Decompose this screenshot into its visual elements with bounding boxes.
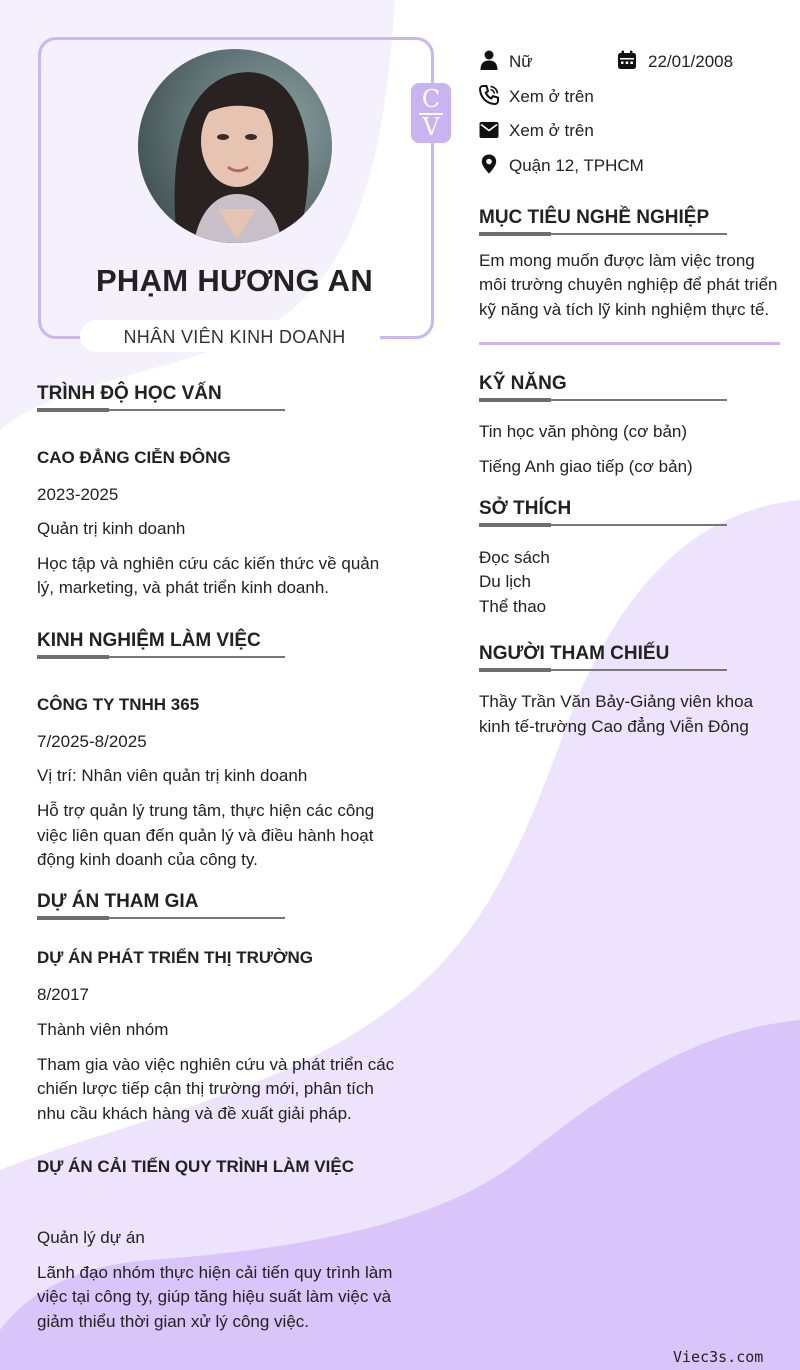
objective-line-2: môi trường chuyên nghiệp để phát triển bbox=[479, 275, 778, 294]
objective-line-3: kỹ năng và tích lỹ kinh nghiệm thực tế. bbox=[479, 300, 770, 319]
section-experience-title: KINH NGHIỆM LÀM VIỆC bbox=[37, 630, 261, 651]
hobby-item: Thể thao bbox=[479, 597, 547, 616]
footer-watermark: Viec3s.com bbox=[673, 1348, 764, 1366]
experience-desc-line-3: động kinh doanh của công ty. bbox=[37, 850, 258, 869]
section-objective-title: MỤC TIÊU NGHỀ NGHIỆP bbox=[479, 207, 710, 228]
divider bbox=[479, 342, 780, 345]
hobby-item: Đọc sách bbox=[479, 548, 550, 567]
phone-icon bbox=[479, 85, 499, 105]
section-references-title: NGƯỜI THAM CHIẾU bbox=[479, 643, 670, 664]
project-period: 8/2017 bbox=[37, 985, 89, 1004]
gender-text: Nữ bbox=[509, 52, 533, 71]
email-text: Xem ở trên bbox=[509, 121, 594, 140]
objective-line-1: Em mong muốn được làm việc trong bbox=[479, 251, 755, 270]
avatar bbox=[138, 49, 332, 243]
section-hobbies-title: SỞ THÍCH bbox=[479, 498, 572, 519]
candidate-name: PHẠM HƯƠNG AN bbox=[95, 263, 374, 298]
education-school: CAO ĐẲNG CIỄN ĐÔNG bbox=[37, 448, 231, 467]
section-education-title: TRÌNH ĐỘ HỌC VẤN bbox=[37, 383, 222, 404]
project-title: DỰ ÁN CẢI TIẾN QUY TRÌNH LÀM VIỆC bbox=[37, 1157, 354, 1176]
project-desc-line: giảm thiểu thời gian xử lý công việc. bbox=[37, 1312, 309, 1331]
candidate-role: NHÂN VIÊN KINH DOANH bbox=[123, 327, 346, 347]
location-icon bbox=[479, 154, 499, 174]
skill-item: Tin học văn phòng (cơ bản) bbox=[479, 422, 688, 441]
education-major: Quản trị kinh doanh bbox=[37, 519, 186, 538]
project-role: Quản lý dự án bbox=[37, 1228, 145, 1247]
project-desc-line: chiến lược tiếp cận thị trường mới, phân tích bbox=[37, 1079, 374, 1098]
section-education-underline bbox=[37, 409, 285, 411]
phone-text: Xem ở trên bbox=[509, 87, 594, 106]
email-icon bbox=[479, 120, 499, 140]
experience-position: Vị trí: Nhân viên quản trị kinh doanh bbox=[37, 766, 308, 785]
project-desc-line: Lãnh đạo nhóm thực hiện cải tiến quy trình làm bbox=[37, 1263, 393, 1282]
experience-desc-line-1: Hỗ trợ quản lý trung tâm, thực hiện các công bbox=[37, 801, 375, 820]
project-desc-line: nhu cầu khách hàng và đề xuất giải pháp. bbox=[37, 1104, 352, 1123]
experience-company: CÔNG TY TNHH 365 bbox=[37, 695, 200, 714]
education-period: 2023-2025 bbox=[37, 485, 119, 504]
reference-line-2: kinh tế-trường Cao đẳng Viễn Đông bbox=[479, 717, 749, 736]
section-experience-underline bbox=[37, 656, 285, 658]
project-desc-line: Tham gia vào việc nghiên cứu và phát triển các bbox=[37, 1055, 395, 1074]
cv-badge-bottom: V bbox=[422, 113, 440, 141]
person-icon bbox=[479, 50, 499, 70]
calendar-icon bbox=[617, 50, 637, 70]
education-desc-line-2: lý, marketing, và phát triển kinh doanh. bbox=[37, 578, 329, 597]
section-objective-underline bbox=[479, 233, 727, 235]
education-desc-line-1: Học tập và nghiên cứu các kiến thức về quản bbox=[37, 554, 380, 573]
cv-badge bbox=[411, 83, 451, 143]
experience-period: 7/2025-8/2025 bbox=[37, 732, 147, 751]
cv-badge-top: C bbox=[421, 85, 441, 113]
section-skills-underline bbox=[479, 399, 727, 401]
skill-item: Tiếng Anh giao tiếp (cơ bản) bbox=[479, 457, 693, 476]
section-references-underline bbox=[479, 669, 727, 671]
project-title: DỰ ÁN PHÁT TRIỂN THỊ TRƯỜNG bbox=[37, 948, 313, 967]
project-role: Thành viên nhóm bbox=[37, 1020, 169, 1039]
project-desc-line: việc tại công ty, giúp tăng hiệu suất làm việc và bbox=[37, 1287, 392, 1306]
section-hobbies-underline bbox=[479, 524, 727, 526]
hobby-item: Du lịch bbox=[479, 572, 531, 591]
section-projects-underline bbox=[37, 917, 285, 919]
experience-desc-line-2: việc liên quan đến quản lý và điều hành hoạt bbox=[37, 826, 374, 845]
address-text: Quận 12, TPHCM bbox=[509, 156, 644, 175]
section-skills-title: KỸ NĂNG bbox=[479, 373, 567, 394]
reference-line-1: Thầy Trần Văn Bảy-Giảng viên khoa bbox=[479, 692, 754, 711]
birthdate-text: 22/01/2008 bbox=[648, 52, 734, 71]
section-projects-title: DỰ ÁN THAM GIA bbox=[37, 891, 199, 912]
